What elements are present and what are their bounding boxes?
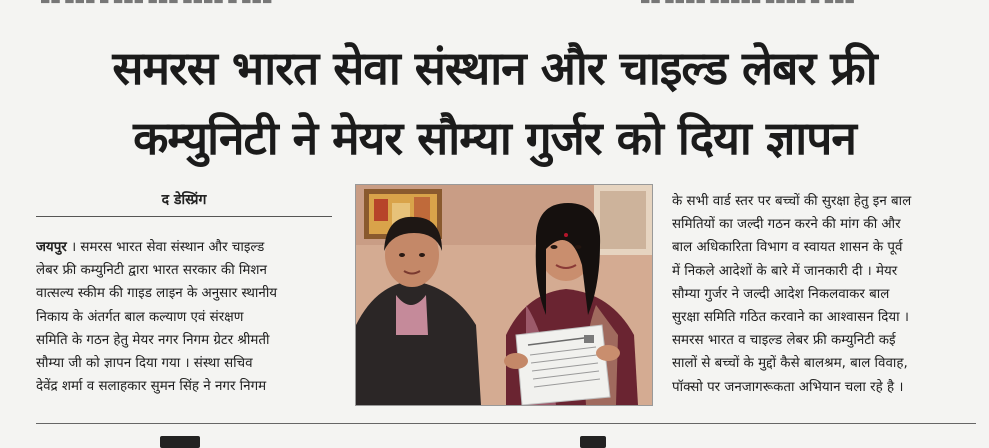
cropped-top-strip <box>0 0 989 16</box>
cropped-text-fragment: ▬▬ ▬▬▬▬ ▬▬▬▬▬ ▬▬▬▬ ▬ ▬▬▬ <box>640 0 855 7</box>
article-left-column <box>36 236 336 398</box>
article-line: सालों से बच्चों के मुद्दों कैसे बालश्रम, बाल विवाह, <box>672 356 908 372</box>
cropped-text-fragment: ▬▬ ▬▬▬ ▬ ▬▬▬ ▬▬▬ ▬▬▬▬ ▬ ▬▬▬ <box>40 0 273 7</box>
article-line: सौम्या गुर्जर ने जल्दी आदेश निकलवाकर बाल <box>672 286 890 302</box>
cropped-text-fragment <box>580 436 606 448</box>
article-line: समितियों का जल्दी गठन करने की मांग की और <box>672 217 901 233</box>
article-line: निकाय के अंतर्गत बाल कल्याण एवं संरक्षण <box>36 309 244 325</box>
memorandum-sheet <box>516 325 610 405</box>
article-line: सौम्या जी को ज्ञापन दिया गया । संस्था सचिव <box>36 356 253 372</box>
byline-divider <box>36 216 332 217</box>
byline: द डेस्प्रिंग <box>161 192 207 208</box>
cropped-text-fragment <box>160 436 200 448</box>
article-line: बाल अधिकारिता विभाग व स्वायत शासन के पूर्व <box>672 240 903 256</box>
article-line <box>36 236 336 259</box>
article-line-text: । समरस भारत सेवा संस्थान और चाइल्ड <box>71 240 265 255</box>
article-line: के सभी वार्ड स्तर पर बच्चों की सुरक्षा हेतु इन बाल <box>672 194 912 209</box>
photo-illustration <box>356 185 652 405</box>
headline-line-1: समरस भारत सेवा संस्थान और चाइल्ड लेबर फ्री <box>112 41 877 95</box>
article-line: लेबर फ्री कम्युनिटी द्वारा भारत सरकार की मिशन <box>36 263 267 279</box>
article-right-column <box>672 190 976 399</box>
article-line: देवेंद्र शर्मा व सलाहकार सुमन सिंह ने नगर निगम <box>36 379 267 395</box>
article-line: में निकले आदेशों के बारे में जानकारी दी । मेयर <box>672 263 898 279</box>
article-line: सुरक्षा समिति गठित करवाने का आश्वासन दिया । <box>672 310 909 326</box>
article-line: समिति के गठन हेतु मेयर नगर निगम ग्रेटर श्रीमती <box>36 332 270 348</box>
headline-line-2: कम्युनिटी ने मेयर सौम्या गुर्जर को दिया ज्ञापन <box>133 111 856 165</box>
article-line: पॉक्सो पर जनजागरूकता अभियान चला रहे है । <box>672 379 904 395</box>
news-photo <box>355 184 653 406</box>
dateline: जयपुर <box>36 240 67 255</box>
article-line: समरस भारत व चाइल्ड लेबर फ्री कम्युनिटी कई <box>672 333 896 349</box>
article-line: वात्सल्य स्कीम की गाइड लाइन के अनुसार स्थानीय <box>36 286 278 302</box>
bottom-divider <box>36 423 976 424</box>
